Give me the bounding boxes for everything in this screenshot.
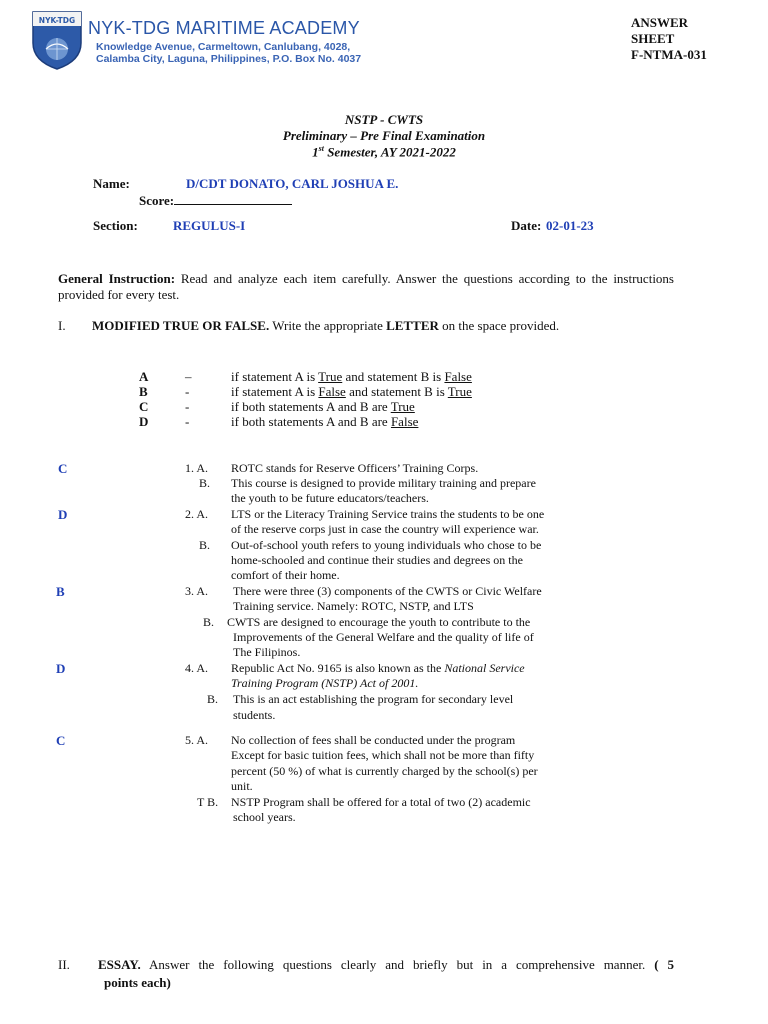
legend-text: if statement A is True and statement B is False: [231, 369, 472, 384]
score-blank: [174, 192, 292, 205]
item-5-a-text: percent (50 %) of what is currently charged by the school(s) per: [231, 764, 538, 778]
item-2-a-label: 2. A.: [185, 507, 209, 521]
item-3-b-label: B.: [203, 615, 215, 629]
section-label: Section:: [93, 218, 138, 233]
legend-dash: –: [185, 369, 192, 384]
part2-numeral: II.: [58, 957, 70, 972]
item-4-b-text: students.: [233, 708, 276, 722]
item-1-b-label: B.: [199, 476, 211, 490]
item-3-a-text: Training service. Namely: ROTC, NSTP, and LTS: [233, 599, 474, 613]
item-3-a-text: There were three (3) components of the CWTS or Civic Welfare: [233, 584, 542, 598]
item-5-a-text: No collection of fees shall be conducted under the program: [231, 733, 516, 747]
exam-semester: 1st Semester, AY 2021-2022: [312, 144, 456, 160]
item-4-b-text: This is an act establishing the program for secondary level: [233, 692, 514, 706]
item-2-answer: D: [58, 507, 68, 522]
general-instruction: General Instruction: Read and analyze each item carefully. Answer the questions according to the instructions provided for every test.: [58, 271, 674, 302]
exam-type: Preliminary – Pre Final Examination: [282, 128, 486, 143]
item-5-b-label: T B.: [197, 795, 219, 809]
item-4-a-text: Training Program (NSTP) Act of 2001.: [231, 676, 419, 690]
item-1-a-text: ROTC stands for Reserve Officers’ Training Corps.: [231, 461, 479, 475]
item-4-answer: D: [56, 661, 66, 676]
item-1-answer: C: [58, 461, 68, 476]
exam-subject: NSTP - CWTS: [344, 112, 424, 127]
legend-dash: -: [185, 414, 190, 429]
item-5-b-text: NSTP Program shall be offered for a total of two (2) academic: [231, 795, 531, 809]
legend-letter: A: [139, 369, 149, 384]
item-1-b-text: This course is designed to provide military training and prepare: [231, 476, 536, 490]
name-label: Name:: [93, 176, 130, 191]
item-2-b-text: Out-of-school youth refers to young individuals who chose to be: [231, 538, 542, 552]
section-value: REGULUS-I: [173, 218, 246, 233]
item-4-a-text: Republic Act No. 9165 is also known as the National Service: [231, 661, 525, 675]
legend-dash: -: [185, 399, 190, 414]
academy-logo: [30, 9, 84, 71]
item-4-b-label: B.: [207, 692, 219, 706]
item-5-answer: C: [56, 733, 66, 748]
date-label: Date:: [511, 218, 542, 233]
doc-label-line2: SHEET: [631, 31, 675, 46]
legend-letter: B: [139, 384, 148, 399]
part2-points: points each): [104, 975, 171, 990]
item-5-a-text: Except for basic tuition fees, which shall not be more than fifty: [231, 748, 535, 762]
doc-label-line1: ANSWER: [631, 15, 689, 30]
item-5-a-label: 5. A.: [185, 733, 209, 747]
item-2-a-text: of the reserve corps just in case the country will experience war.: [231, 522, 539, 536]
legend-text: if both statements A and B are True: [231, 399, 415, 414]
item-5-a-text: unit.: [231, 779, 253, 793]
item-3-b-text: CWTS are designed to encourage the youth to contribute to the: [227, 615, 531, 629]
item-5-b-text: school years.: [233, 810, 296, 824]
item-1-a-label: 1. A.: [185, 461, 209, 475]
item-2-b-text: home-schooled and continue their studies and degrees on the: [231, 553, 523, 567]
legend-letter: D: [139, 414, 149, 429]
doc-code: F-NTMA-031: [631, 47, 707, 62]
part2-heading: ESSAY. Answer the following questions clearly and briefly but in a comprehensive manner. ( 5: [98, 957, 675, 972]
item-3-answer: B: [56, 584, 65, 599]
item-3-a-label: 3. A.: [185, 584, 209, 598]
part1-numeral: I.: [58, 318, 66, 333]
academy-address-line2: Calamba City, Laguna, Philippines, P.O. Box No. 4037: [96, 53, 362, 65]
date-value: 02-01-23: [546, 218, 594, 233]
item-3-b-text: The Filipinos.: [233, 645, 301, 659]
legend-text: if both statements A and B are False: [231, 414, 419, 429]
svg-text:NYK-TDG: NYK-TDG: [38, 16, 76, 25]
part1-heading: MODIFIED TRUE OR FALSE. Write the appropriate LETTER on the space provided.: [92, 318, 560, 333]
item-3-b-text: Improvements of the General Welfare and the quality of life of: [233, 630, 534, 644]
academy-address-line1: Knowledge Avenue, Carmeltown, Canlubang, 4028,: [96, 41, 351, 53]
item-4-a-label: 4. A.: [185, 661, 209, 675]
item-2-b-text: comfort of their home.: [231, 568, 340, 582]
item-2-b-label: B.: [199, 538, 211, 552]
legend-text: if statement A is False and statement B is True: [231, 384, 472, 399]
academy-name: NYK-TDG MARITIME ACADEMY: [88, 18, 360, 38]
legend-letter: C: [139, 399, 149, 414]
item-1-b-text: the youth to be future educators/teachers.: [231, 491, 429, 505]
legend-dash: -: [185, 384, 190, 399]
name-value: D/CDT DONATO, CARL JOSHUA E.: [186, 176, 399, 191]
item-2-a-text: LTS or the Literacy Training Service trains the students to be one: [231, 507, 545, 521]
score-label: Score:: [139, 192, 292, 209]
